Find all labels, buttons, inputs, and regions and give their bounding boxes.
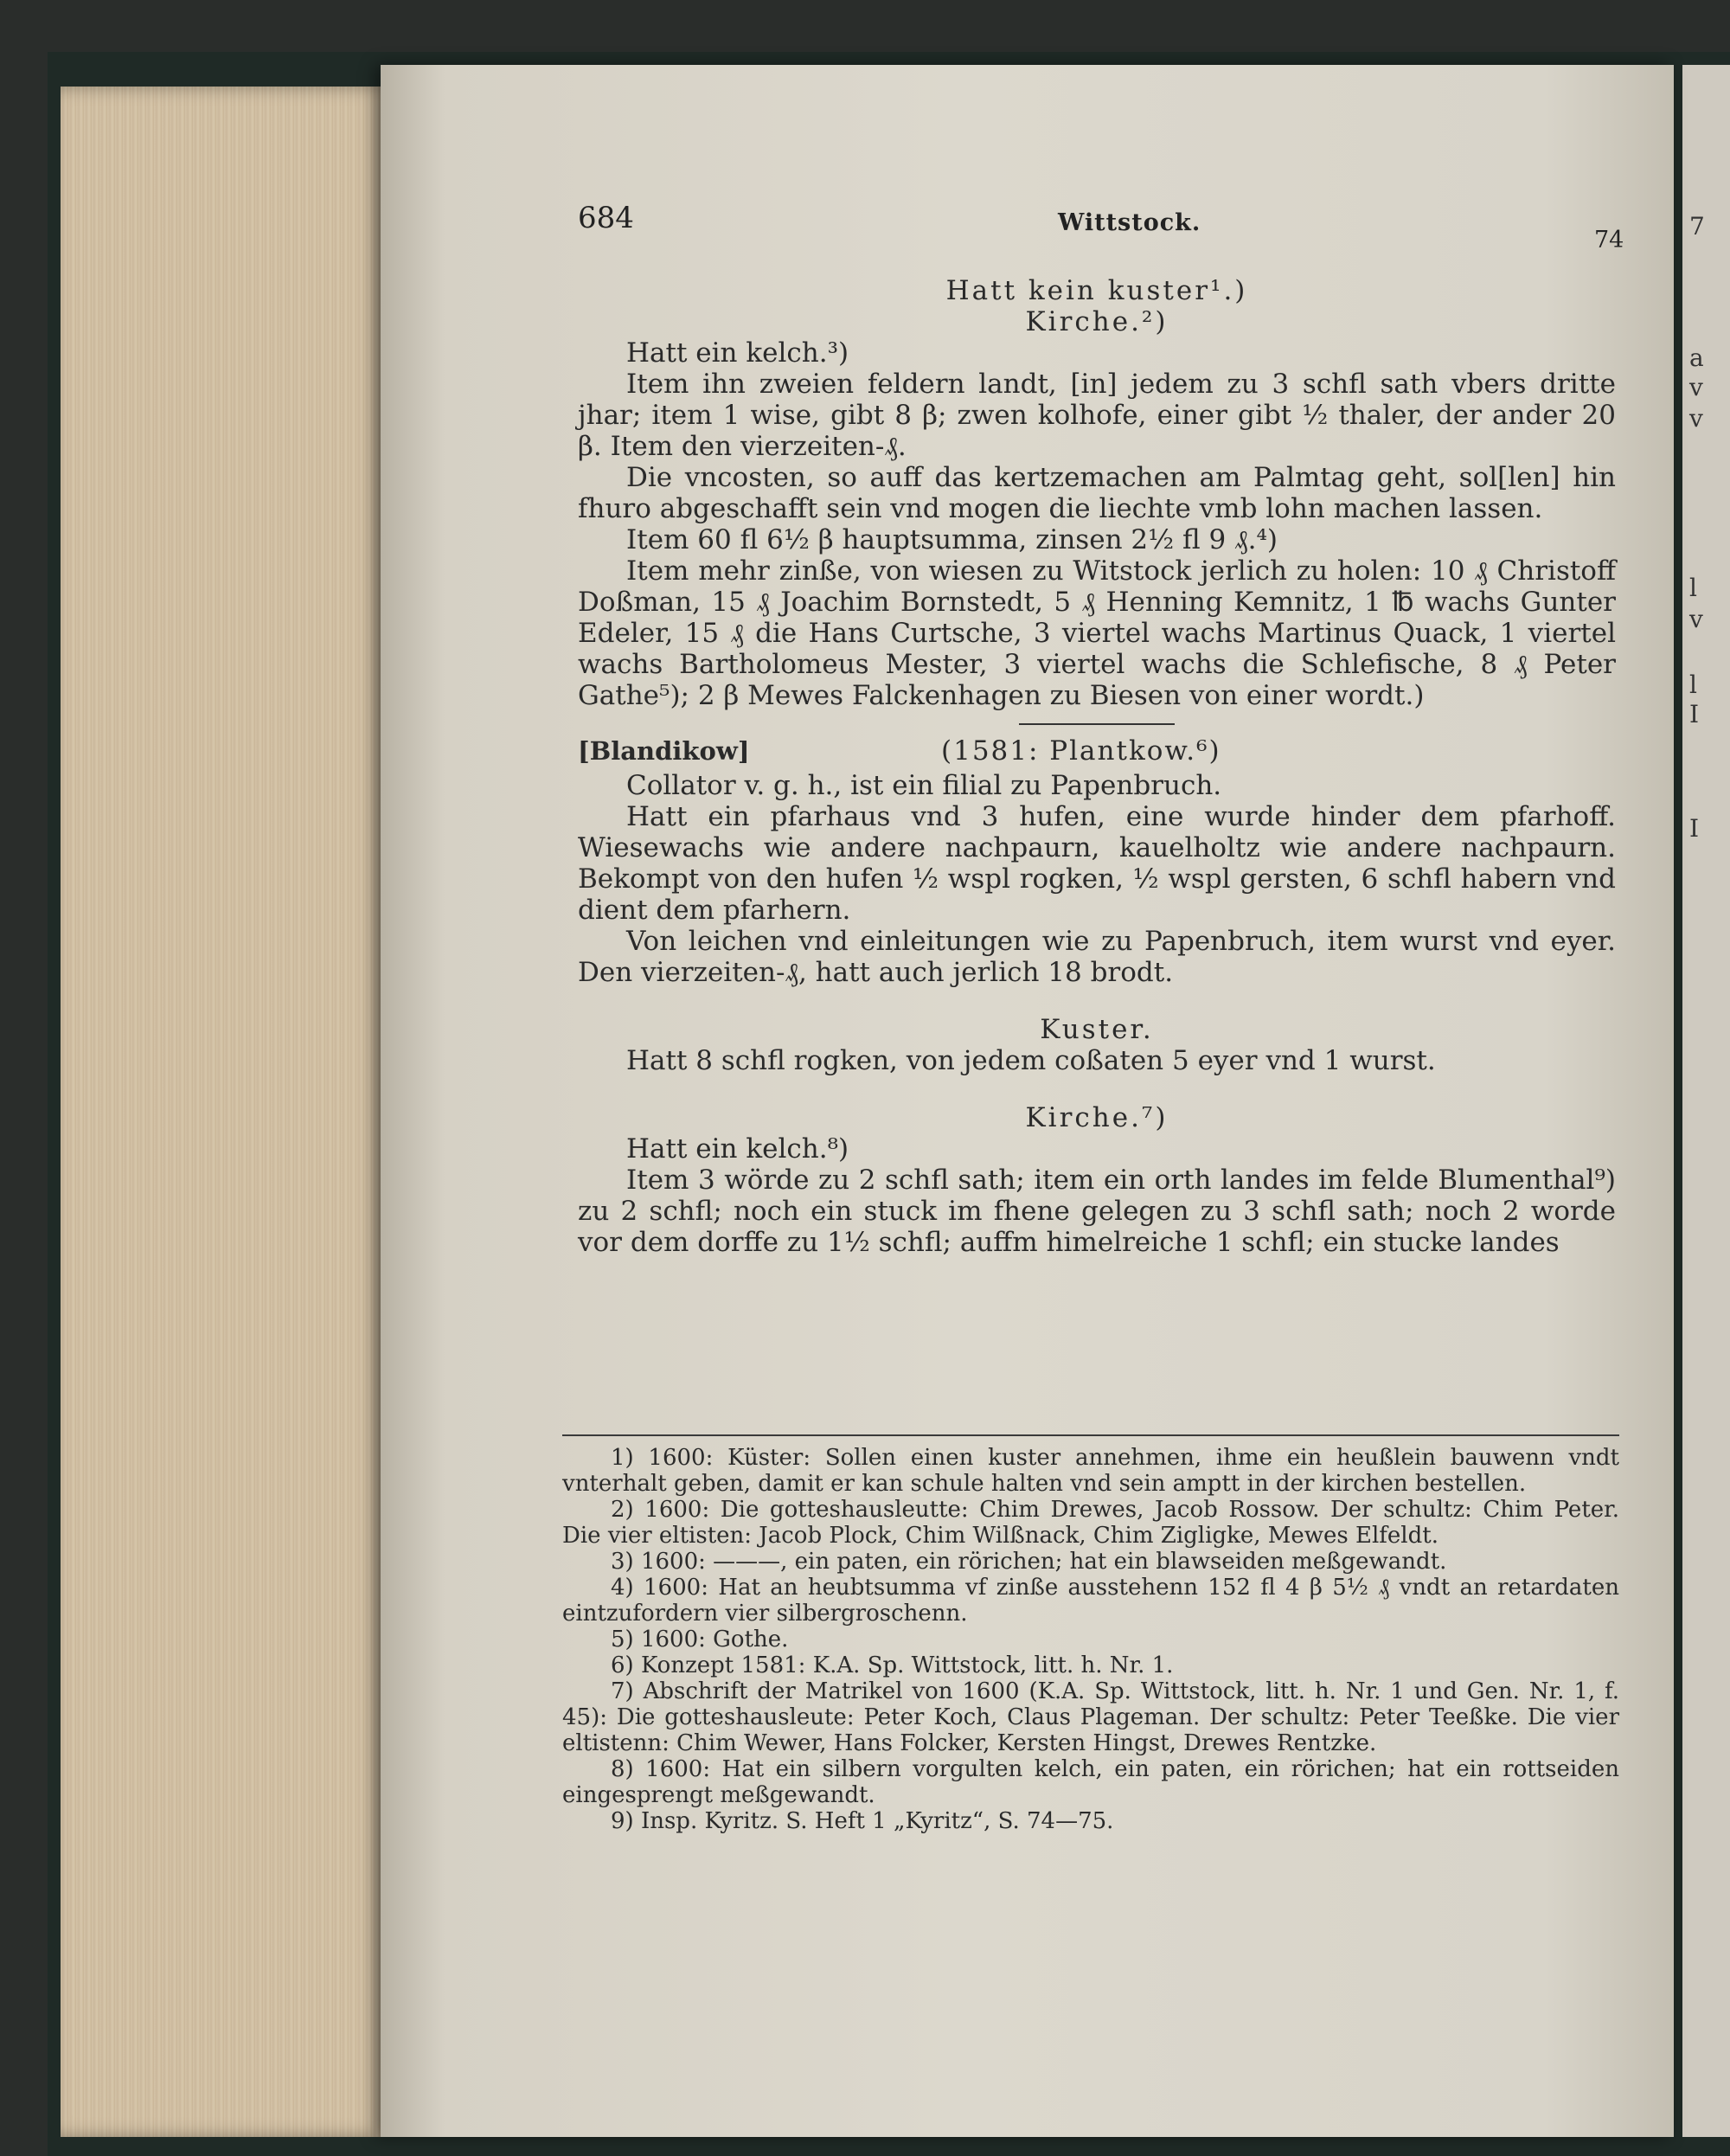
paragraph: Hatt ein pfarhaus vnd 3 hufen, eine wurde hinder dem pfarhoff. Wiesewachs wie andere nachpaurn, kauelholtz wie andere nachpaurn. Bekompt von den hufen ½ wspl rogken, ½ wspl gersten, 6 schfl habern vnd dient dem pfarhern. xyxy=(578,801,1616,926)
margin-char: v xyxy=(1689,605,1703,633)
next-page-strip xyxy=(1682,65,1730,2137)
margin-char: l xyxy=(1689,574,1697,602)
margin-char: I xyxy=(1689,814,1700,843)
margin-char: 7 xyxy=(1689,212,1705,241)
footnote: 4) 1600: Hat an heubtsumma vf zinße ausstehenn 152 fl 4 β 5½ ₰ vndt an retardaten eintzufordern vier silbergroschenn. xyxy=(562,1575,1619,1627)
margin-char: v xyxy=(1689,404,1703,433)
margin-char: a xyxy=(1689,343,1704,372)
paragraph: Die vncosten, so auff das kertzemachen am Palmtag geht, sol[len] hin fhuro abgeschafft sein vnd mogen die liechte vmb lohn machen lassen. xyxy=(578,462,1616,524)
place-date: (1581: Plantkow.⁶) xyxy=(941,735,1221,767)
running-title: Wittstock. xyxy=(1058,209,1201,236)
section-heading: Kirche.⁷) xyxy=(1025,1102,1169,1133)
footnote: 8) 1600: Hat ein silbern vorgulten kelch, ein paten, ein rörichen; hat ein rottseiden eingesprengt meßgewandt. xyxy=(562,1756,1619,1808)
place-name: [Blandikow] xyxy=(578,736,750,766)
footnotes xyxy=(562,1434,1619,1834)
paragraph: Von leichen vnd einleitungen wie zu Papenbruch, item wurst vnd eyer. Den vierzeiten-₰, hatt auch jerlich 18 brodt. xyxy=(578,926,1616,988)
footnote: 6) Konzept 1581: K.A. Sp. Wittstock, litt. h. Nr. 1. xyxy=(611,1652,1174,1678)
paragraph: Item ihn zweien feldern landt, [in] jedem zu 3 schfl sath vbers dritte jhar; item 1 wise, gibt 8 β; zwen kolhofe, einer gibt ½ thaler, der ander 20 β. Item den vierzeiten-₰. xyxy=(578,369,1616,462)
page-edges xyxy=(61,87,389,2137)
paragraph: Hatt 8 schfl rogken, von jedem coßaten 5 eyer vnd 1 wurst. xyxy=(626,1045,1436,1076)
place-entry xyxy=(578,735,1616,767)
paragraph: Item 3 wörde zu 2 schfl sath; item ein orth landes im felde Blumenthal⁹) zu 2 schfl; noch ein stuck im fhene gelegen zu 3 schfl sath; noch 2 worde vor dem dorffe zu 1½ schfl; auffm himelreiche 1 schfl; ein stucke landes xyxy=(578,1165,1616,1258)
footnote: 2) 1600: Die gotteshausleutte: Chim Drewes, Jacob Rossow. Der schultz: Chim Peter. Die vier eltisten: Jacob Plock, Chim Wilßnack, Chim Zigligke, Mewes Elfeldt. xyxy=(562,1497,1619,1549)
paragraph: Hatt ein kelch.⁸) xyxy=(626,1133,849,1165)
divider xyxy=(1019,723,1175,725)
footnote: 9) Insp. Kyritz. S. Heft 1 „Kyritz“, S. 74—75. xyxy=(611,1808,1114,1834)
margin-char: l xyxy=(1689,671,1697,699)
paragraph: Item 60 fl 6½ β hauptsumma, zinsen 2½ fl 9 ₰.⁴) xyxy=(626,524,1278,555)
footnote: 1) 1600: Küster: Sollen einen kuster annehmen, ihme ein heußlein bauwenn vndt vnterhalt geben, damit er kan schule halten vnd sein amptt in der kirchen bestellen. xyxy=(562,1445,1619,1497)
margin-char: v xyxy=(1689,373,1703,401)
page-number: 684 xyxy=(578,201,634,235)
paragraph: Item mehr zinße, von wiesen zu Witstock jerlich zu holen: 10 ₰ Christoff Doßman, 15 ₰ Joachim Bornstedt, 5 ₰ Henning Kemnitz, 1 ℔ wachs Gunter Edeler, 15 ₰ die Hans Curtsche, 3 viertel wachs Martinus Quack, 1 viertel wachs Bartholomeus Mester, 3 viertel wachs die Schlefische, 8 ₰ Peter Gathe⁵); 2 β Mewes Falckenhagen zu Biesen von einer wordt.) xyxy=(578,555,1616,711)
paragraph: Hatt ein kelch.³) xyxy=(626,337,849,369)
paragraph: Collator v. g. h., ist ein filial zu Papenbruch. xyxy=(626,770,1222,801)
section-heading: Hatt kein kuster¹.) xyxy=(945,275,1248,306)
section-heading: Kirche.²) xyxy=(1025,306,1169,337)
margin-char: I xyxy=(1689,700,1700,728)
page-header xyxy=(578,201,1624,253)
corner-number: 74 xyxy=(1594,227,1624,253)
footnote: 7) Abschrift der Matrikel von 1600 (K.A. Sp. Wittstock, litt. h. Nr. 1 und Gen. Nr. 1, f. 45): Die gotteshausleute: Peter Koch, Claus Plageman. Der schultz: Peter Teeßke. Die vier eltistenn: Chim Wewer, Hans Folcker, Kersten Hingst, Drewes Rentzke. xyxy=(562,1678,1619,1756)
footnote: 5) 1600: Gothe. xyxy=(611,1627,789,1652)
main-text xyxy=(578,275,1616,1258)
section-heading: Kuster. xyxy=(1040,1014,1154,1045)
footnote: 3) 1600: ———, ein paten, ein rörichen; hat ein blawseiden meßgewandt. xyxy=(611,1549,1447,1575)
